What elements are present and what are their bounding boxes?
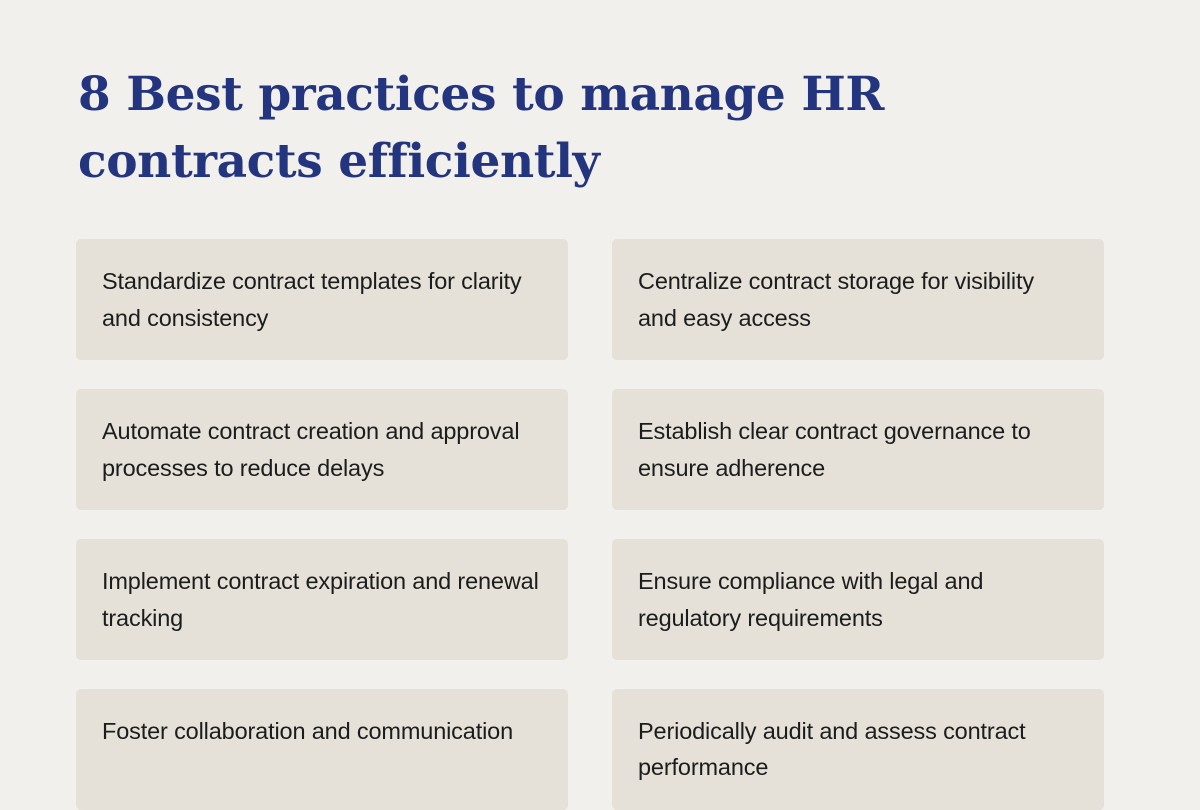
practice-card-6 — [612, 539, 1104, 660]
page-title: 8 Best practices to manage HR contracts efficiently — [78, 67, 885, 189]
practice-card-label: Foster collaboration and communication — [102, 718, 513, 744]
practice-card-4 — [612, 389, 1104, 510]
practice-card-3 — [76, 389, 568, 510]
practice-card-label: Automate contract creation and approval processes to reduce delays — [102, 418, 520, 481]
practices-grid — [76, 239, 1124, 809]
practice-card-5 — [76, 539, 568, 660]
practice-card-label: Ensure compliance with legal and regulatory requirements — [638, 568, 984, 631]
practice-card-label: Establish clear contract governance to ensure adherence — [638, 418, 1031, 481]
practice-card-7 — [76, 689, 568, 810]
practice-card-label: Periodically audit and assess contract performance — [638, 718, 1026, 781]
practice-card-label: Implement contract expiration and renewal tracking — [102, 568, 539, 631]
practice-card-label: Centralize contract storage for visibility and easy access — [638, 268, 1034, 331]
practice-card-2 — [612, 239, 1104, 360]
practice-card-label: Standardize contract templates for clarity and consistency — [102, 268, 522, 331]
practice-card-1 — [76, 239, 568, 360]
practice-card-8 — [612, 689, 1104, 810]
